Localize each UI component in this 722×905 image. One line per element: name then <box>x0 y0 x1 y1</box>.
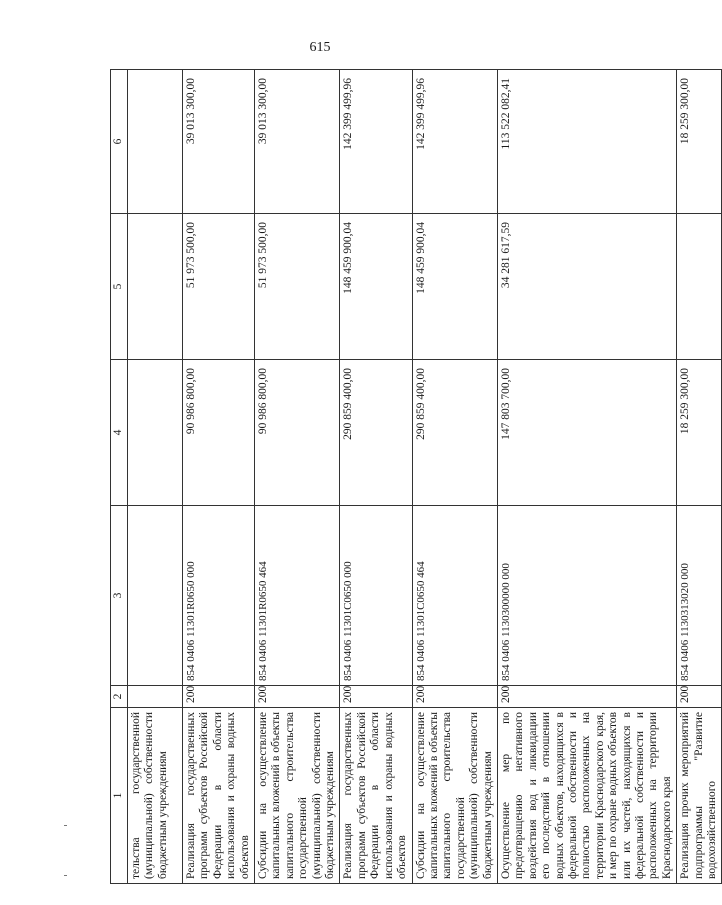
row-value-col5 <box>677 214 722 360</box>
table-row <box>340 70 412 884</box>
row-code: 200 <box>412 686 497 708</box>
row-description: Субсидии на осуществление капитальных вложений в объекты капитального строительства государственной (муниципальной) собственности бюджетным учреждениям <box>255 708 340 884</box>
header-col-6: 6 <box>111 70 128 214</box>
row-value-col6: 142 399 499,96 <box>412 70 497 214</box>
row-value-col5: 51 973 500,00 <box>255 214 340 360</box>
row-classification: 854 0406 1130313020 000 <box>677 506 722 686</box>
row-description: Реализация прочих мероприятий подпрограммы "Развитие водохозяйственного <box>677 708 722 884</box>
row-value-col6 <box>128 70 183 214</box>
header-col-4: 4 <box>111 360 128 506</box>
row-value-col4: 147 803 700,00 <box>497 360 676 506</box>
row-value-col6: 142 399 499,96 <box>340 70 412 214</box>
row-value-col5: 51 973 500,00 <box>183 214 255 360</box>
row-classification: 854 0406 11301C0650 000 <box>340 506 412 686</box>
table-row <box>255 70 340 884</box>
row-classification: 854 0406 11301R0650 000 <box>183 506 255 686</box>
row-value-col6: 39 013 300,00 <box>183 70 255 214</box>
row-value-col6: 113 522 082,41 <box>497 70 676 214</box>
rotated-table-wrapper <box>110 70 719 884</box>
row-code: 200 <box>497 686 676 708</box>
row-value-col4: 18 259 300,00 <box>677 360 722 506</box>
table-row <box>412 70 497 884</box>
row-classification <box>128 506 183 686</box>
row-description: Реализация государственных программ субъектов Российской Федерации в области использования и охраны водных объектов <box>340 708 412 884</box>
row-classification: 854 0406 11301C0650 464 <box>412 506 497 686</box>
page-number: 615 <box>309 40 331 55</box>
row-value-col4: 90 986 800,00 <box>255 360 340 506</box>
header-col-3: 3 <box>111 506 128 686</box>
row-classification: 854 0406 11301R0650 464 <box>255 506 340 686</box>
row-code <box>128 686 183 708</box>
row-value-col4 <box>128 360 183 506</box>
rotated-table-area <box>110 70 719 884</box>
row-classification: 854 0406 1130300000 000 <box>497 506 676 686</box>
row-value-col4: 290 859 400,00 <box>412 360 497 506</box>
row-value-col5: 148 459 900,04 <box>412 214 497 360</box>
row-code: 200 <box>677 686 722 708</box>
table-header-row <box>111 70 128 884</box>
row-description: Осуществление мер по предотвращению негативного воздействия вод и ликвидации его последствий в отношении водных объектов, находящихся в федеральной собственности и полностью расположенных на территории Краснодарского края, и мер по охране водных объектов или их частей, находящихся в федеральной собственности и расположенных на территории Краснодарского края <box>497 708 676 884</box>
row-value-col5: 34 281 617,59 <box>497 214 676 360</box>
row-value-col6: 18 259 300,00 <box>677 70 722 214</box>
row-code: 200 <box>183 686 255 708</box>
table-row <box>677 70 722 884</box>
header-col-5: 5 <box>111 214 128 360</box>
row-value-col6: 39 013 300,00 <box>255 70 340 214</box>
row-value-col5 <box>128 214 183 360</box>
scan-mark <box>64 825 67 826</box>
table-row <box>128 70 183 884</box>
budget-table <box>110 69 722 884</box>
header-col-1: 1 <box>111 708 128 884</box>
row-value-col5: 148 459 900,04 <box>340 214 412 360</box>
row-code: 200 <box>255 686 340 708</box>
row-description: Субсидии на осуществление капитальных вложений в объекты капитального строительства государственной (муниципальной) собственности бюджетным учреждениям <box>412 708 497 884</box>
row-value-col4: 290 859 400,00 <box>340 360 412 506</box>
table-row <box>183 70 255 884</box>
row-description: Реализация государственных программ субъектов Российской Федерации в области использования и охраны водных объектов <box>183 708 255 884</box>
table-row <box>497 70 676 884</box>
row-value-col4: 90 986 800,00 <box>183 360 255 506</box>
row-description: тельства государственной (муниципальной) собственности бюджетным учреждениям <box>128 708 183 884</box>
row-code: 200 <box>340 686 412 708</box>
header-col-2: 2 <box>111 686 128 708</box>
scan-mark <box>64 875 67 876</box>
